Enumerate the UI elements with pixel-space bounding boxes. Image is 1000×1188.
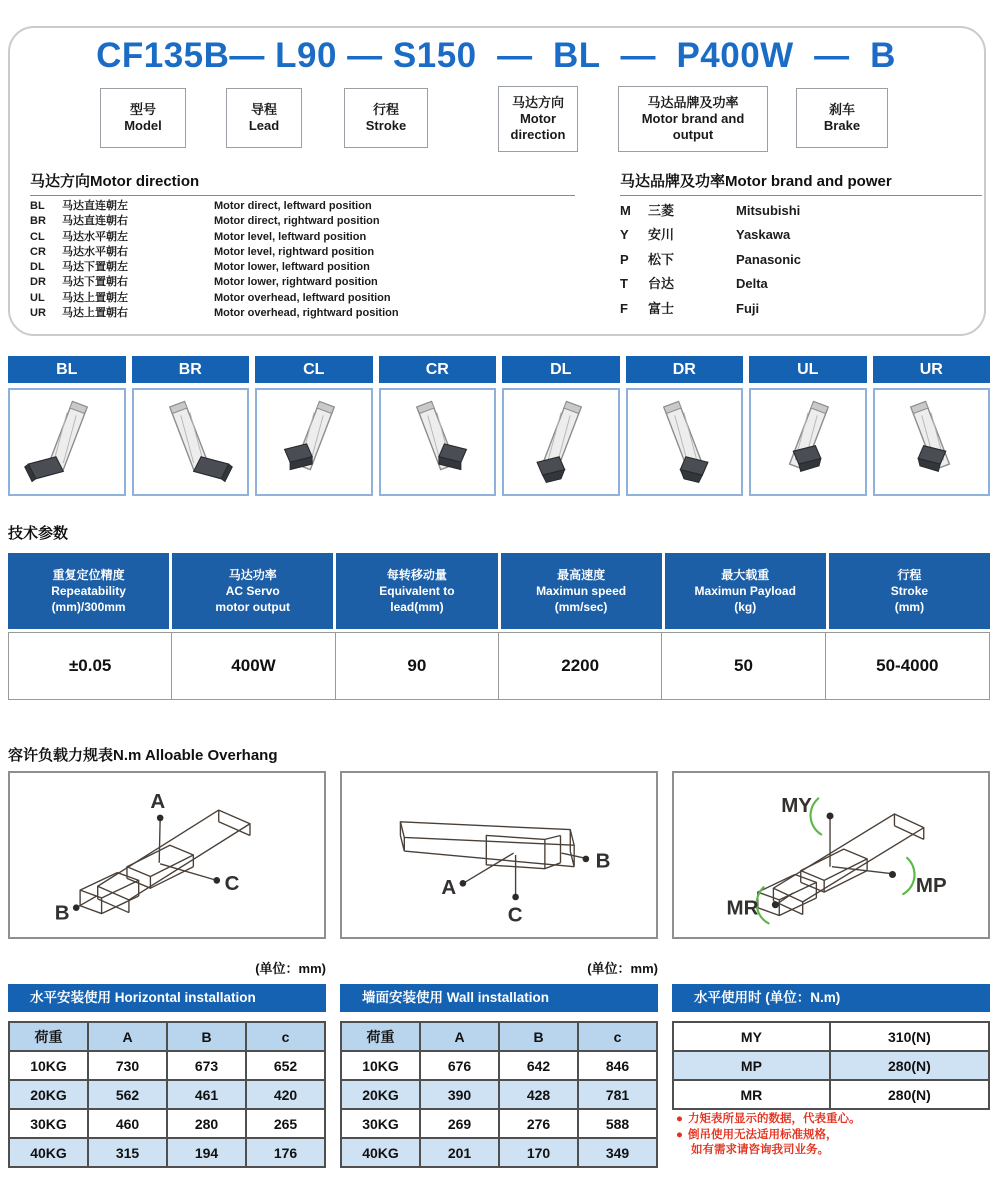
variant-header: DL bbox=[502, 356, 620, 383]
overhang-label-b: B bbox=[595, 849, 611, 873]
overhang-label-b: B bbox=[54, 901, 70, 925]
actuator-photo-ur bbox=[873, 388, 991, 496]
label-en: Motor direction bbox=[510, 110, 566, 143]
actuator-photo-br bbox=[132, 388, 250, 496]
direction-row: BL 马达直连朝左 Motor direct, leftward position bbox=[30, 200, 372, 212]
tech-value-cell: 90 bbox=[336, 633, 499, 699]
overhang-diagram-horizontal bbox=[8, 771, 326, 939]
variant-header: BR bbox=[132, 356, 250, 383]
direction-row: UL 马达上置朝左 Motor overhead, leftward position bbox=[30, 291, 391, 304]
variant-column-ul bbox=[749, 356, 867, 496]
actuator-photo-dl bbox=[502, 388, 620, 496]
variant-header: CR bbox=[379, 356, 497, 383]
note-text: 如有需求请咨询我司业务。 bbox=[691, 1144, 829, 1156]
divider bbox=[30, 195, 575, 196]
overhang-label-a: A bbox=[441, 876, 457, 900]
model-label-box-lead bbox=[226, 88, 302, 148]
tech-header-cell: 最大载重 Maximun Payload (kg) bbox=[665, 553, 826, 629]
direction-row: DR 马达下置朝右 Motor lower, rightward position bbox=[30, 276, 378, 289]
actuator-photo-dr bbox=[626, 388, 744, 496]
variant-column-ur bbox=[873, 356, 991, 496]
direction-row: BR 马达直连朝右 Motor direct, rightward position bbox=[30, 215, 380, 228]
overhang-label-c: C bbox=[507, 903, 523, 927]
table-row: 10KG 676 642 846 bbox=[341, 1051, 657, 1080]
unit-label-mm: (单位：mm) bbox=[587, 961, 658, 976]
note-text: 倒吊使用无法适用标准规格， bbox=[687, 1128, 838, 1141]
model-label-box-motor-brand bbox=[618, 86, 768, 152]
tech-value-cell: 2200 bbox=[499, 633, 662, 699]
table-row: 40KG 201 170 349 bbox=[341, 1138, 657, 1167]
horizontal-installation-table bbox=[8, 1021, 326, 1168]
brand-row: M 三菱 Mitsubishi bbox=[620, 203, 801, 218]
direction-row: CL 马达水平朝左 Motor level, leftward position bbox=[30, 230, 367, 243]
moments-table-title: 水平使用时 (单位：N.m) bbox=[672, 984, 990, 1012]
table-row: 20KG 562 461 420 bbox=[9, 1080, 325, 1109]
actuator-photo-cl bbox=[255, 388, 373, 496]
label-en: Motor brand and output bbox=[641, 110, 745, 143]
tech-value-cell: 50 bbox=[662, 633, 825, 699]
label-zh: 导程 bbox=[250, 101, 277, 117]
direction-row: UR 马达上置朝右 Motor overhead, rightward position bbox=[30, 307, 399, 320]
motor-direction-title: 马达方向Motor direction bbox=[30, 173, 200, 190]
divider bbox=[620, 195, 982, 196]
table-row: 10KG 730 673 652 bbox=[9, 1051, 325, 1080]
table-row: 20KG 390 428 781 bbox=[341, 1080, 657, 1109]
motor-brand-list bbox=[620, 170, 982, 321]
actuator-photo-cr bbox=[379, 388, 497, 496]
variant-column-cr bbox=[379, 356, 497, 496]
overhang-title: 容许负载力规表N.m Alloable Overhang bbox=[8, 747, 278, 764]
tech-params-title: 技术参数 bbox=[8, 525, 69, 542]
variant-header: DR bbox=[626, 356, 744, 383]
overhang-label-mr: MR bbox=[726, 896, 759, 920]
actuator-photo-ul bbox=[749, 388, 867, 496]
tech-value-cell: 400W bbox=[172, 633, 335, 699]
tech-params-value-row bbox=[8, 632, 990, 700]
brand-row: T 台达 Delta bbox=[620, 276, 768, 292]
tech-header-cell: 最高速度 Maximun speed (mm/sec) bbox=[501, 553, 662, 629]
variant-column-br bbox=[132, 356, 250, 496]
model-label-box-model bbox=[100, 88, 186, 148]
overhang-label-mp: MP bbox=[915, 874, 947, 898]
label-zh: 型号 bbox=[129, 101, 156, 117]
tech-header-cell: 每转移动量 Equivalent to lead(mm) bbox=[336, 553, 497, 629]
tech-header-cell: 重复定位精度 Repeatability (mm)/300mm bbox=[8, 553, 169, 629]
wall-table-title: 墙面安装使用 Wall installation bbox=[340, 984, 658, 1012]
label-zh: 马达品牌及功率 bbox=[647, 94, 739, 110]
variant-header: BL bbox=[8, 356, 126, 383]
label-en: Model bbox=[124, 118, 162, 133]
table-header-row: 荷重 A B c bbox=[341, 1022, 657, 1051]
variant-column-dl bbox=[502, 356, 620, 496]
table-header-row: 荷重 A B c bbox=[9, 1022, 325, 1051]
brand-row: F 富士 Fuji bbox=[620, 300, 760, 316]
label-zh: 行程 bbox=[372, 101, 399, 117]
table-row: 30KG 269 276 588 bbox=[341, 1109, 657, 1138]
table-row: MY 310(N) bbox=[673, 1022, 989, 1051]
overhang-diagram-moments bbox=[672, 771, 990, 939]
label-en: Stroke bbox=[365, 118, 407, 133]
label-en: Brake bbox=[823, 118, 861, 133]
variant-header: UL bbox=[749, 356, 867, 383]
direction-row: DL 马达下置朝左 Motor lower, leftward position bbox=[30, 261, 370, 274]
variant-column-dr bbox=[626, 356, 744, 496]
overhang-diagram-wall bbox=[340, 771, 658, 939]
variant-header: UR bbox=[873, 356, 991, 383]
tech-header-cell: 马达功率 AC Servo motor output bbox=[172, 553, 333, 629]
tech-value-cell: ±0.05 bbox=[9, 633, 172, 699]
overhang-label-a: A bbox=[150, 790, 166, 814]
variant-header: CL bbox=[255, 356, 373, 383]
model-label-box-motor-direction bbox=[498, 86, 578, 152]
table-row: MR 280(N) bbox=[673, 1080, 989, 1109]
brand-row: Y 安川 Yaskawa bbox=[620, 227, 791, 243]
variant-column-bl bbox=[8, 356, 126, 496]
motor-direction-list bbox=[30, 170, 575, 321]
label-en: Lead bbox=[248, 118, 280, 133]
brand-row: P 松下 Panasonic bbox=[620, 251, 802, 267]
table-row: 30KG 460 280 265 bbox=[9, 1109, 325, 1138]
tech-header-cell: 行程 Stroke (mm) bbox=[829, 553, 990, 629]
motor-brand-title: 马达品牌及功率Motor brand and power bbox=[620, 173, 892, 190]
footnotes bbox=[676, 1112, 988, 1159]
table-row: 40KG 315 194 176 bbox=[9, 1138, 325, 1167]
wall-installation-table bbox=[340, 1021, 658, 1168]
model-label-box-stroke bbox=[344, 88, 428, 148]
model-code-title: CF135B— L90 — S150 — BL — P400W — B bbox=[96, 36, 896, 75]
label-zh: 刹车 bbox=[828, 101, 855, 117]
tech-params-header-row bbox=[8, 553, 990, 629]
note-bullet-icon: ● bbox=[676, 1128, 683, 1141]
note-bullet-icon: ● bbox=[676, 1113, 683, 1125]
unit-label-mm: (单位：mm) bbox=[255, 961, 326, 976]
model-label-box-brake bbox=[796, 88, 888, 148]
overhang-label-c: C bbox=[224, 872, 240, 896]
label-zh: 马达方向 bbox=[511, 94, 564, 110]
note-text: 力矩表所显示的数据，代表重心。 bbox=[687, 1113, 861, 1125]
table-row: MP 280(N) bbox=[673, 1051, 989, 1080]
motor-direction-gallery bbox=[8, 356, 990, 496]
horizontal-table-title: 水平安装使用 Horizontal installation bbox=[8, 984, 326, 1012]
variant-column-cl bbox=[255, 356, 373, 496]
note-line bbox=[676, 1112, 988, 1128]
direction-row: CR 马达水平朝右 Motor level, rightward position bbox=[30, 245, 375, 258]
note-line bbox=[676, 1143, 988, 1159]
actuator-photo-bl bbox=[8, 388, 126, 496]
note-line bbox=[676, 1128, 988, 1144]
overhang-label-my: MY bbox=[781, 794, 812, 818]
moments-table bbox=[672, 1021, 990, 1110]
tech-value-cell: 50-4000 bbox=[876, 656, 939, 675]
